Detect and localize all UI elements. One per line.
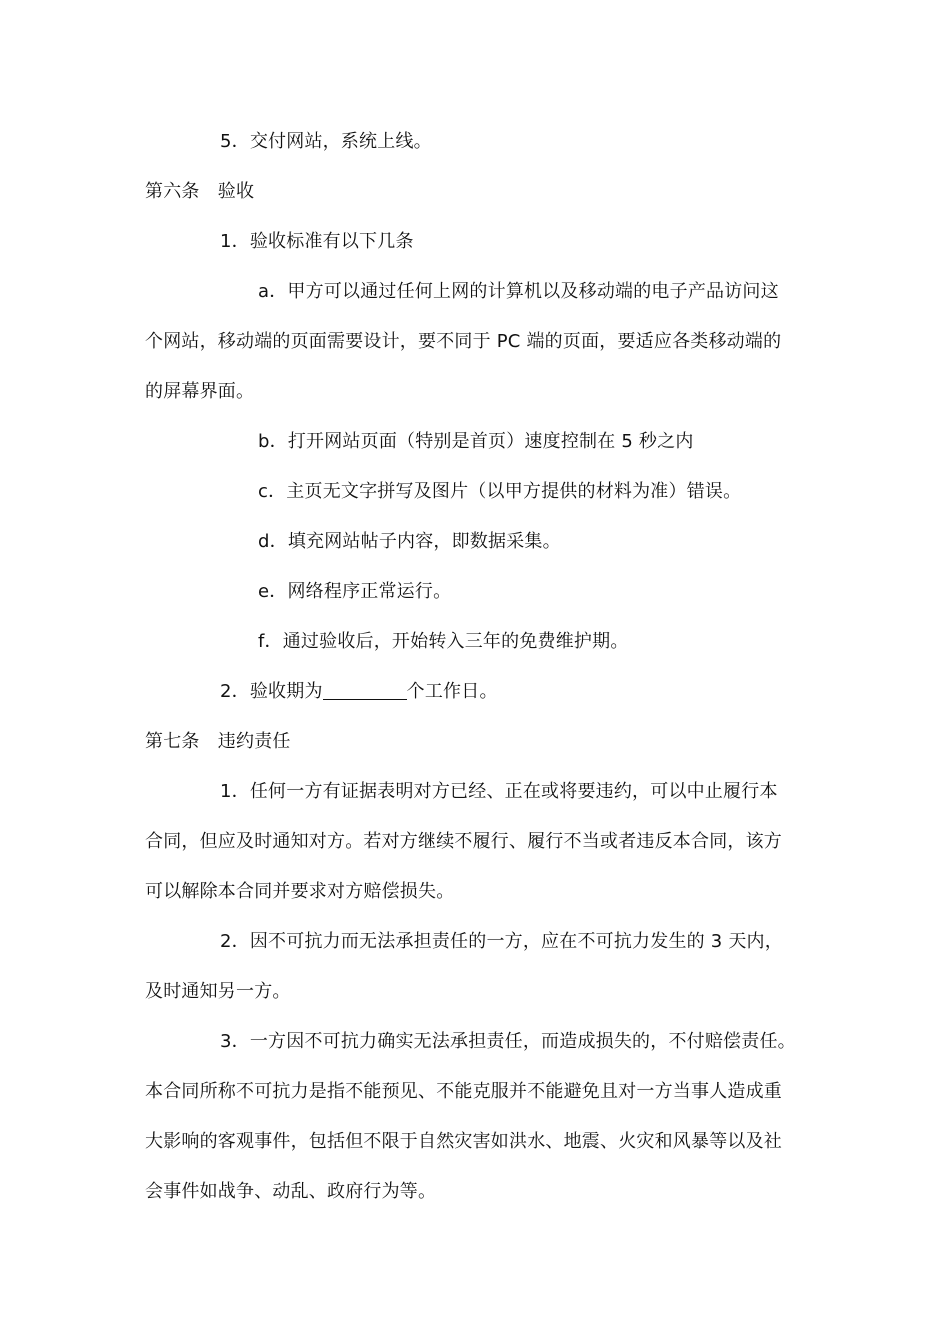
article-7-heading: 第七条 违约责任 bbox=[145, 731, 291, 752]
criterion-e: e．网络程序正常运行。 bbox=[258, 581, 452, 602]
acceptance-period-blank bbox=[323, 681, 407, 700]
article-6-heading: 第六条 验收 bbox=[145, 181, 255, 202]
criterion-c: c．主页无文字拼写及图片（以甲方提供的材料为准）错误。 bbox=[258, 481, 742, 502]
criterion-a-line-1: a．甲方可以通过任何上网的计算机以及移动端的电子产品访问这 bbox=[258, 281, 779, 302]
item-5-deliver: 5．交付网站，系统上线。 bbox=[220, 131, 432, 152]
criterion-d: d．填充网站帖子内容，即数据采集。 bbox=[258, 531, 561, 552]
criterion-b: b．打开网站页面（特别是首页）速度控制在 5 秒之内 bbox=[258, 431, 694, 452]
criterion-f: f．通过验收后，开始转入三年的免费维护期。 bbox=[258, 631, 629, 652]
liability-item-3-line-2: 本合同所称不可抗力是指不能预见、不能克服并不能避免且对一方当事人造成重 bbox=[145, 1081, 782, 1102]
liability-item-3-line-1: 3．一方因不可抗力确实无法承担责任，而造成损失的，不付赔偿责任。 bbox=[220, 1031, 796, 1052]
liability-item-2-line-1: 2．因不可抗力而无法承担责任的一方，应在不可抗力发生的 3 天内， bbox=[220, 931, 783, 952]
liability-item-1-line-1: 1．任何一方有证据表明对方已经、正在或将要违约，可以中止履行本 bbox=[220, 781, 778, 802]
liability-item-2-line-2: 及时通知另一方。 bbox=[145, 981, 291, 1002]
criterion-a-line-3: 的屏幕界面。 bbox=[145, 381, 255, 402]
liability-item-3-line-3: 大影响的客观事件，包括但不限于自然灾害如洪水、地震、火灾和风暴等以及社 bbox=[145, 1131, 782, 1152]
acceptance-item-1: 1．验收标准有以下几条 bbox=[220, 231, 414, 252]
liability-item-1-line-3: 可以解除本合同并要求对方赔偿损失。 bbox=[145, 881, 455, 902]
criterion-a-line-2: 个网站，移动端的页面需要设计，要不同于 PC 端的页面，要适应各类移动端的 bbox=[145, 331, 782, 352]
liability-item-3-line-4: 会事件如战争、动乱、政府行为等。 bbox=[145, 1181, 437, 1202]
acceptance-period-line bbox=[220, 680, 810, 704]
acceptance-period-prefix: 2．验收期为 bbox=[220, 681, 323, 702]
acceptance-period-suffix: 个工作日。 bbox=[406, 681, 498, 702]
liability-item-1-line-2: 合同，但应及时通知对方。若对方继续不履行、履行不当或者违反本合同，该方 bbox=[145, 831, 782, 852]
